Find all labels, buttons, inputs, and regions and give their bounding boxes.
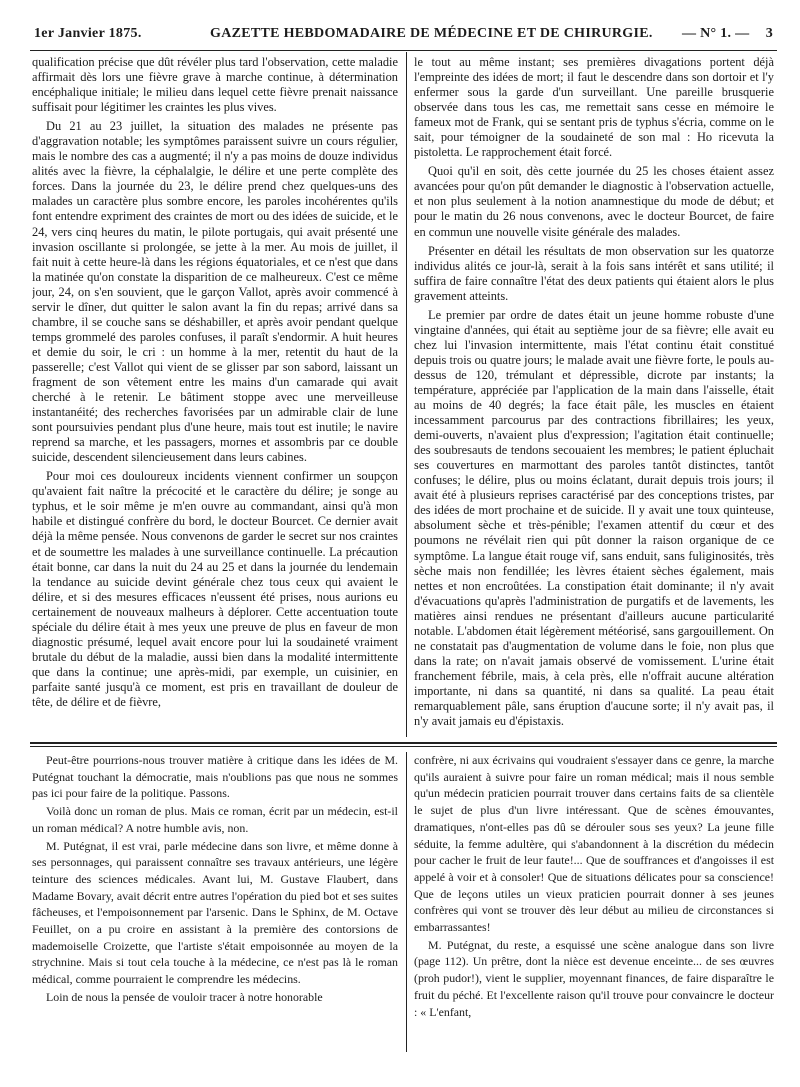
paragraph: M. Putégnat, du reste, a esquissé une scène analogue dans son livre (page 112). Un prêtre, dont la nièce est devenue enceinte... de ses œuvres (proh pudor!), vient le supplier, moyennant finances, de faire disparaître le fruit du péché. Et l'excellente raison qu'il trouve pour convaincre le docteur : « L'enfant, [414, 937, 774, 1019]
paragraph: Loin de nous la pensée de vouloir tracer à notre honorable [46, 989, 323, 1004]
issue-number: — N° 1. — [682, 26, 750, 41]
paragraph: Voilà donc un roman de plus. Mais ce roman, écrit par un médecin, est-il un roman médical? A notre humble avis, non. [32, 804, 398, 835]
journal-title: GAZETTE HEBDOMADAIRE DE MÉDECINE ET DE CHIRURGIE. [210, 26, 653, 41]
article-column-right [414, 55, 774, 739]
page-header [30, 26, 775, 46]
paragraph: Peut-être pourrions-nous trouver matière à critique dans les idées de M. Putégnat touchant la démocratie, mais n'oublions pas que nous ne sommes pas ici pour faire de la politique. Passons. [32, 753, 398, 801]
paragraph: Présenter en détail les résultats de mon observation sur les quatorze individus alités ce jour-là, serait à la fois sans intérêt et sans utilité; il suffira de faire connaître l'état des deux patients qui étaient alors le plus gravement atteints. [414, 243, 774, 303]
feuilleton-rule-bottom [30, 746, 777, 747]
header-rule [30, 50, 777, 51]
paragraph: le tout au même instant; ses premières divagations portent déjà l'empreinte des idées de mort; il faut le descendre dans son dortoir et l'y enfermer sous la garde d'un surveillant. Une pareille brusquerie observée dans tous les cas, me remettait sans cesse en mémoire le fameux mot de Frank, qui se sentant pris de typhus s'écria, comme on le sait, pour témoigner de la soudaineté de son mal : Ho ricevuta la pistoletta. Le rapprochement était forcé. [414, 55, 774, 160]
paragraph: Le premier par ordre de dates était un jeune homme robuste d'une vingtaine d'années, qui était au septième jour de sa fièvre; elle avait eu chez lui l'invasion intermittente, mais l'état continu était constitué depuis trois ou quatre jours; le malade avait une fièvre forte, le pouls au-dessus de 120, trémulant et dépressible, dicrote par instants; la température, appréciée par l'application de la main dans l'aisselle, était au moins de 40 degrés; la face était pâle, les muscles en étaient incessamment parcourus par des contractions fibrillaires; les yeux, demi-ouverts, n'avaient plus d'expression; l'agitation était continuelle; des soubresauts de tendons secouaient les membres; le patient épluchait ses couvertures en marmottant des paroles tantôt distinctes, tantôt confuses; le délire, plus ou moins éclatant, durait depuis trois jours; il avait été à plusieurs reprises caractérisé par des conceptions tristes, par des idées de mort prochaine et de suicide. Il y avait une toux quinteuse, absolument sèche et très-pénible; l'examen attentif du cœur et des poumons ne révélait rien qui pût donner la raison organique de ce symptôme. La langue était rouge vif, sans enduit, sans fuliginosités, très sèche mais non fendillée; les lèvres étaient sèches également, mais nettes et non encroûtées. La constipation était dominante; il n'y avait d'évacuations qu'après l'administration de purgatifs et de lavements, les matières ainsi rendues ne présentant d'ailleurs aucune particularité notable. L'abdomen était légèrement météorisé, sans gargouillement. On ne constatait pas d'augmentation de volume dans le foie, non plus que dans la rate; on n'avait jamais observé de vomissement. L'urine était franchement fébrile, mais, à cela près, elle n'offrait aucune altération importante, ni dans sa quantité, ni dans sa qualité. La peau était remarquablement pâle, sans éruption d'aucune sorte; il n'y avait pas, il n'y avait jamais eu d'épistaxis. [414, 307, 774, 729]
paragraph: Du 21 au 23 juillet, la situation des malades ne présente pas d'aggravation notable; les symptômes paraissent suivre un cours régulier, mais le nombre des cas a augmenté; il n'y a pas moins de douze individus alités avec la fièvre, la céphalalgie, le délire et une perte complète des forces. Dans la journée du 23, le délire prend chez quelques-uns des malades un caractère plus sombre encore, les paroles incohérentes qu'ils font entendre expriment des craintes de mort ou des idées de suicide, et le 24, vers cinq heures du matin, le pilote portugais, qui avait présenté une invasion oscillante si prolongée, se jette à la mer. Au mois de juillet, il fait nuit à cette heure-là dans les régions équatoriales, et ce n'est que dans la matinée qu'on constate la disparition de ce malheureux. C'est ce même jour, 24, on s'en souvient, que le garçon Vallot, après avoir commencé à servir le dîner, dut quitter le salon avant la fin du repas; arrivé dans sa chambre, il se couche sans se déshabiller, et après avoir pendant quelque temps grommelé des paroles confuses, il paraît s'endormir. A huit heures et demie du soir, le cri : un homme à la mer, retentit du haut de la passerelle; c'est Vallot qui vient de se glisser par son sabord, laissant un fragment de son vêtement entre les mains d'un camarade qui avait cherché à le retenir. Le bâtiment stoppe avec une merveilleuse instantanéité; des recherches favorisées par un admirable clair de lune sont poursuivies pendant plus d'une heure, mais tout est inutile; le navire reprend sa marche, et les passagers, mornes et assombris par ce double suicide, descendent silencieusement dans leurs cabines. [32, 119, 398, 465]
feuilleton-rule-top [30, 742, 777, 744]
issue-date: 1er Janvier 1875. [34, 26, 142, 41]
paragraph: M. Putégnat, il est vrai, parle médecine dans son livre, et même donne à ses personnages, qui paraissent connaître ses travaux antérieurs, une légère teinture des sciences médicales. Avant lui, M. Gustave Flaubert, dans Madame Bovary, avait décrit entre autres l'opération du pied bot et ses suites fâcheuses, et l'empoisonnement par l'arsenic. Dans le Sphinx, de M. Octave Feuillet, on a pu croire en assistant à la première des contorsions de mademoiselle Croizette, que l'artiste s'était empoisonnée au moyen de la strychnine. Mais si tout cela touche à la médecine, ce n'est pas là le roman médical, comme pourraient le comprendre les médecins. [32, 838, 398, 987]
paragraph: confrère, ni aux écrivains qui voudraient s'essayer dans ce genre, la marche qu'ils auraient à suivre pour faire un roman médical; mais il nous semble qu'un médecin praticien pourrait trouver dans certains faits de sa clientèle le sujet de plus d'un livre intéressant. Que de scènes émouvantes, dramatiques, n'ont-elles pas dû se dérouler sous ses yeux? La jeune fille séduite, la femme adultère, qui s'abandonnent à la discrétion du médecin pour cacher le fruit de leur faute!... Que de souffrances et d'angoisses il est appelé à voir et à consoler! Que de situations délicates pour sa conscience! Que de leçons utiles un vieux praticien pourrait donner à ses jeunes confrères qui vont se trouver dès leur début au milieu de circonstances si embarrassantes! [414, 753, 774, 935]
paragraph: qualification précise que dût révéler plus tard l'observation, cette maladie affirmait dès lors une fièvre grave à marche continue, à détermination encéphalique initiale; le milieu dans lequel cette fièvre prenait naissance suffisait pour légitimer les craintes les plus vives. [32, 55, 398, 115]
feuilleton-column-left [32, 752, 398, 1052]
paragraph: Quoi qu'il en soit, dès cette journée du 25 les choses étaient assez avancées pour qu'on pût demander le diagnostic à l'observation actuelle, et non plus seulement à la notion anamnestique du mode de début; et pour le matin du 26 nous convenons, avec le docteur Bourcet, de faire en commun une nouvelle visite générale des malades. [414, 164, 774, 239]
column-divider-feuilleton [406, 752, 407, 1052]
feuilleton-column-right [414, 752, 774, 1052]
column-divider-top [406, 52, 407, 737]
article-column-left [32, 55, 398, 739]
paragraph: Pour moi ces douloureux incidents viennent confirmer un soupçon qu'avaient fait naître la précocité et le caractère du délire; je songe au typhus, et le soir même je m'en ouvre au commandant, ainsi qu'à mon habile et distingué confrère du bord, le docteur Bourcet. Ce dernier avait déjà la même pensée. Nous convenons de garder le secret sur nos craintes et de soumettre les malades à une surveillance continuelle. La précaution était bonne, car dans la nuit du 24 au 25 et dans la journée du lendemain la tendance au suicide devint générale chez tous ceux qui avaient le délire, et si des mesures efficaces n'eussent été prises, nous aurions eu certainement de nouveaux malheurs à déplorer. Cette accentuation toute spéciale du délire était à mes yeux une preuve de plus en faveur de mon diagnostic présumé, lequel avait encore pour lui la soudaineté vraiment brutale du début de la maladie, aussi bien dans la modalité intermittente que dans la continue; une après-midi, par exemple, un cuisinier, en parfaite santé jusqu'à ce moment, est pris en travaillant de douleur de tête, de délire et de fièvre, [32, 469, 398, 709]
page-number: 3 [765, 26, 773, 41]
